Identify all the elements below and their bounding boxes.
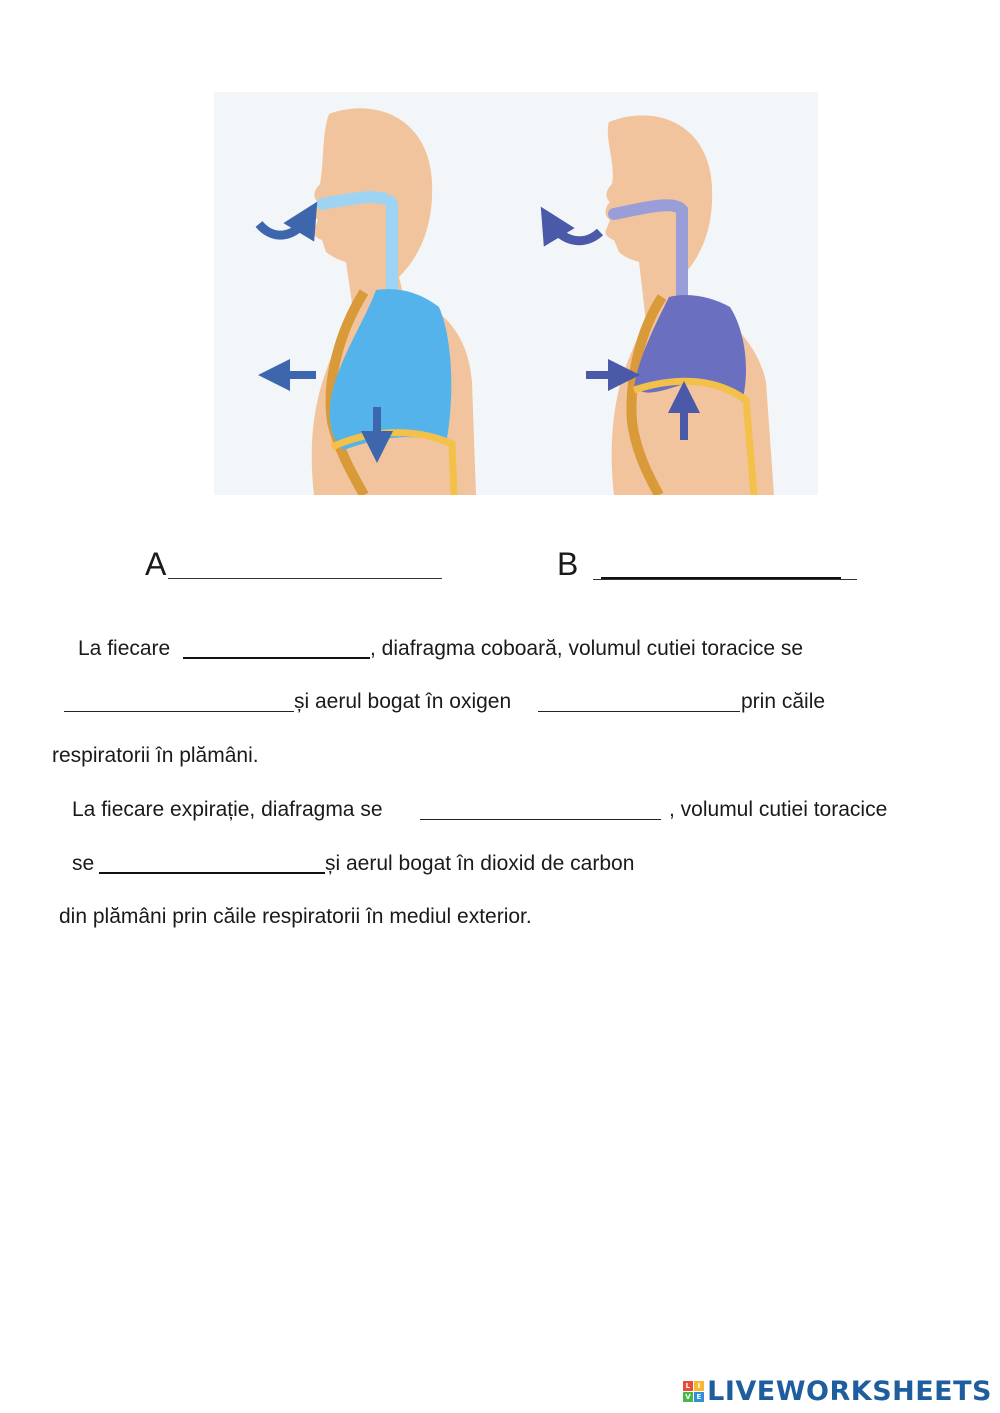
- blank-inspiratie[interactable]: [183, 657, 370, 659]
- brand-logo-letter: L: [683, 1381, 693, 1391]
- blank-volum-creste[interactable]: [64, 711, 294, 712]
- p1-line1-end: , diafragma coboară, volumul cutiei toracice se: [370, 637, 804, 660]
- brand-logo-icon: [683, 1381, 704, 1402]
- breathing-diagram-svg: [214, 92, 818, 495]
- p2-line3: din plămâni prin căile respiratorii în mediul exterior.: [59, 905, 532, 928]
- p2-line1-end: , volumul cutiei toracice: [669, 798, 888, 821]
- answer-blank-a[interactable]: [168, 578, 442, 579]
- panel-a-inhalation: [259, 108, 476, 495]
- brand-logo-letter: E: [694, 1392, 704, 1402]
- p2-line2-start: se: [72, 852, 95, 875]
- mouth-arrow-b: [550, 222, 600, 241]
- brand-name: LIVEWORKSHEETS: [707, 1376, 992, 1407]
- panel-b-exhalation: [550, 115, 774, 495]
- answer-blank-b-underline: [593, 579, 857, 580]
- p1-line3: respiratorii în plămâni.: [52, 744, 259, 767]
- blank-volum-scade[interactable]: [99, 872, 325, 874]
- p1-line1-start: La fiecare: [78, 637, 171, 660]
- brand-logo-letter: I: [694, 1381, 704, 1391]
- answer-blank-b[interactable]: [601, 577, 841, 579]
- mouth-arrow-a: [259, 217, 308, 235]
- breathing-diagram: [214, 92, 818, 495]
- p2-line2-end: și aerul bogat în dioxid de carbon: [325, 852, 635, 875]
- blank-diafragma-ridica[interactable]: [420, 819, 661, 820]
- blank-aer-patrunde[interactable]: [538, 711, 740, 712]
- liveworksheets-brand: [683, 1376, 992, 1407]
- brand-logo-letter: V: [683, 1392, 693, 1402]
- label-b: B: [557, 546, 579, 582]
- p1-line2-mid: și aerul bogat în oxigen: [294, 690, 512, 713]
- p1-line2-end: prin căile: [741, 690, 826, 713]
- label-a: A: [145, 546, 167, 582]
- p2-line1-start: La fiecare expirație, diafragma se: [72, 798, 383, 821]
